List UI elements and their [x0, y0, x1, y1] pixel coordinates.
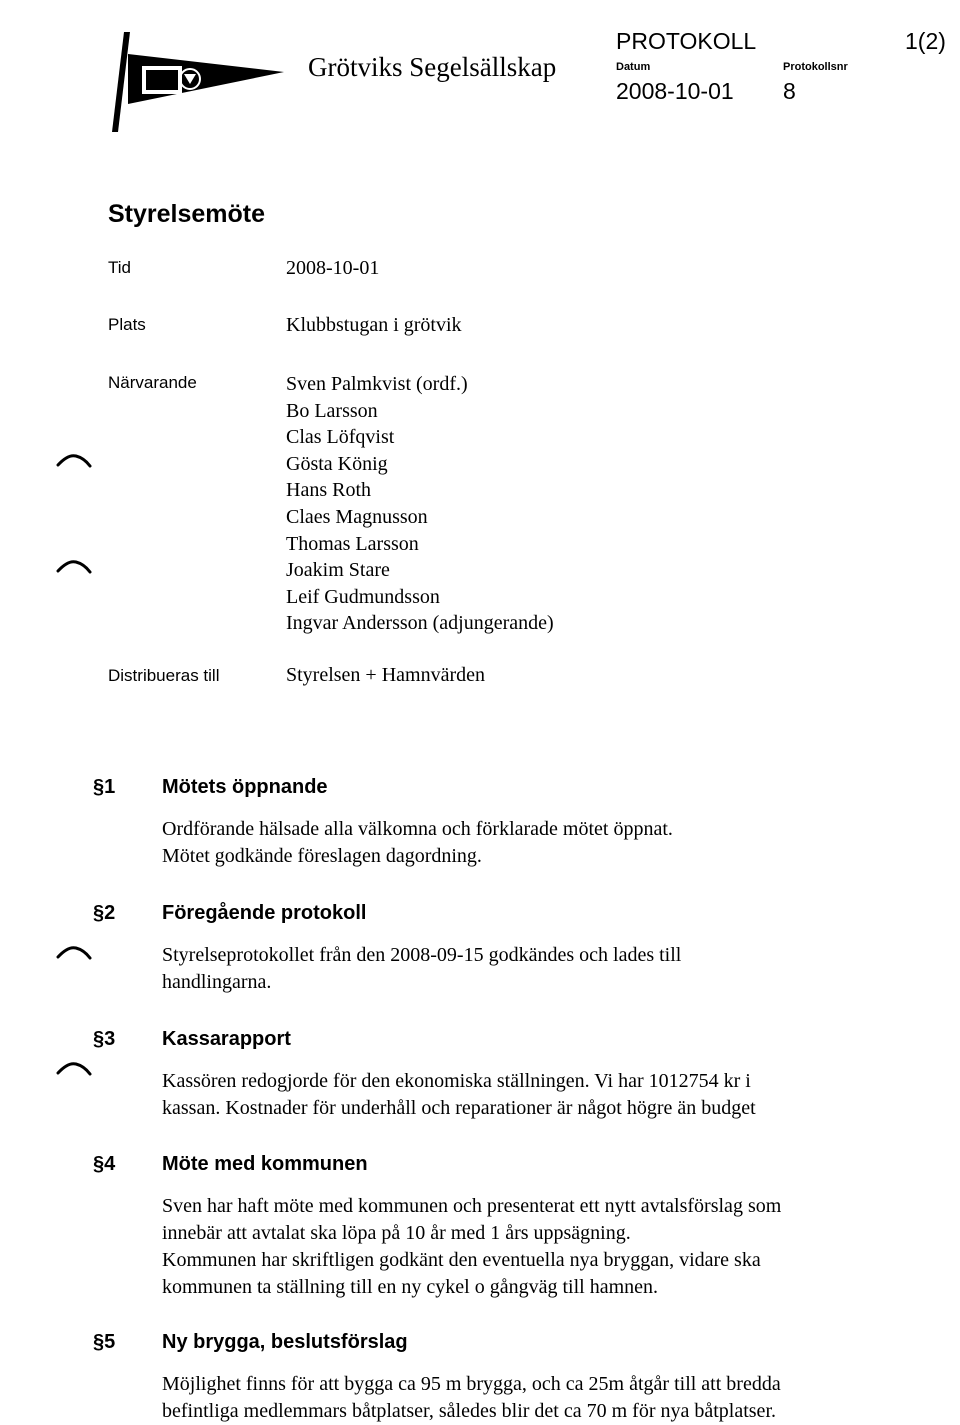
protocol-number-label: Protokollsnr	[783, 61, 848, 73]
section-body	[162, 942, 922, 996]
attendee: Hans Roth	[286, 479, 371, 502]
attendee: Clas Löfqvist	[286, 426, 395, 449]
time-label: Tid	[108, 258, 131, 277]
body-line: innebär att avtalat ska löpa på 10 år med 1 års uppsägning.	[162, 1222, 631, 1244]
attendee: Joakim Stare	[286, 559, 390, 582]
attendee: Sven Palmkvist (ordf.)	[286, 373, 468, 395]
body-line: Styrelseprotokollet från den 2008-09-15 godkändes och lades till	[162, 944, 682, 966]
caret-mark-icon	[56, 452, 92, 468]
section-number: §1	[93, 776, 116, 798]
section-body	[162, 1371, 922, 1425]
section-title: Möte med kommunen	[162, 1153, 368, 1175]
attendee: Leif Gudmundsson	[286, 585, 440, 608]
distribution-label: Distribueras till	[108, 666, 220, 685]
attendee: Thomas Larsson	[286, 532, 419, 555]
protocol-number-value: 8	[783, 78, 796, 104]
body-line: Kassören redogjorde för den ekonomiska ställningen. Vi har 1012754 kr i	[162, 1070, 751, 1092]
body-line: Sven har haft möte med kommunen och presenterat ett nytt avtalsförslag som	[162, 1195, 782, 1217]
body-line: Möjlighet finns för att bygga ca 95 m brygga, och ca 25m åtgår till att bredda	[162, 1373, 781, 1395]
distribution-value: Styrelsen + Hamnvärden	[286, 664, 486, 686]
body-line: Ordförande hälsade alla välkomna och förklarade mötet öppnat.	[162, 818, 673, 840]
attendee: Ingvar Andersson (adjungerande)	[286, 612, 554, 635]
section-number: §4	[93, 1153, 116, 1175]
section-title: Ny brygga, beslutsförslag	[162, 1331, 408, 1353]
attendee: Claes Magnusson	[286, 505, 428, 528]
body-line: befintliga medlemmars båtplatser, således blir det ca 70 m för nya båtplatser.	[162, 1400, 776, 1422]
document-type: PROTOKOLL	[616, 28, 757, 54]
section-title: Mötets öppnande	[162, 776, 328, 798]
section-body	[162, 816, 922, 870]
body-line: handlingarna.	[162, 971, 272, 993]
place-label: Plats	[108, 315, 146, 334]
attendee-list	[286, 371, 554, 637]
page-number: 1(2)	[905, 28, 946, 54]
date-value: 2008-10-01	[616, 78, 734, 104]
caret-mark-icon	[56, 944, 92, 960]
club-pennant-logo	[104, 24, 294, 134]
date-label: Datum	[616, 61, 651, 73]
present-label: Närvarande	[108, 373, 197, 392]
body-line: kassan. Kostnader för underhåll och reparationer är något högre än budget	[162, 1097, 756, 1119]
section-title: Kassarapport	[162, 1028, 291, 1050]
section-number: §5	[93, 1331, 116, 1353]
club-name: Grötviks Segelsällskap	[308, 52, 557, 82]
body-line: kommunen ta ställning till en ny cykel o gångväg till hamnen.	[162, 1276, 659, 1298]
meeting-title: Styrelsemöte	[108, 200, 266, 228]
attendee: Bo Larsson	[286, 399, 378, 422]
body-line: Mötet godkände föreslagen dagordning.	[162, 845, 482, 867]
place-value: Klubbstugan i grötvik	[286, 314, 462, 336]
body-line: Kommunen har skriftligen godkänt den eventuella nya bryggan, vidare ska	[162, 1249, 761, 1271]
section-number: §2	[93, 902, 116, 924]
section-number: §3	[93, 1028, 116, 1050]
section-body	[162, 1068, 922, 1122]
section-title: Föregående protokoll	[162, 902, 367, 924]
caret-mark-icon	[56, 1060, 92, 1076]
caret-mark-icon	[56, 558, 92, 574]
section-body	[162, 1193, 922, 1301]
time-value: 2008-10-01	[286, 257, 380, 279]
attendee: Gösta König	[286, 452, 388, 475]
